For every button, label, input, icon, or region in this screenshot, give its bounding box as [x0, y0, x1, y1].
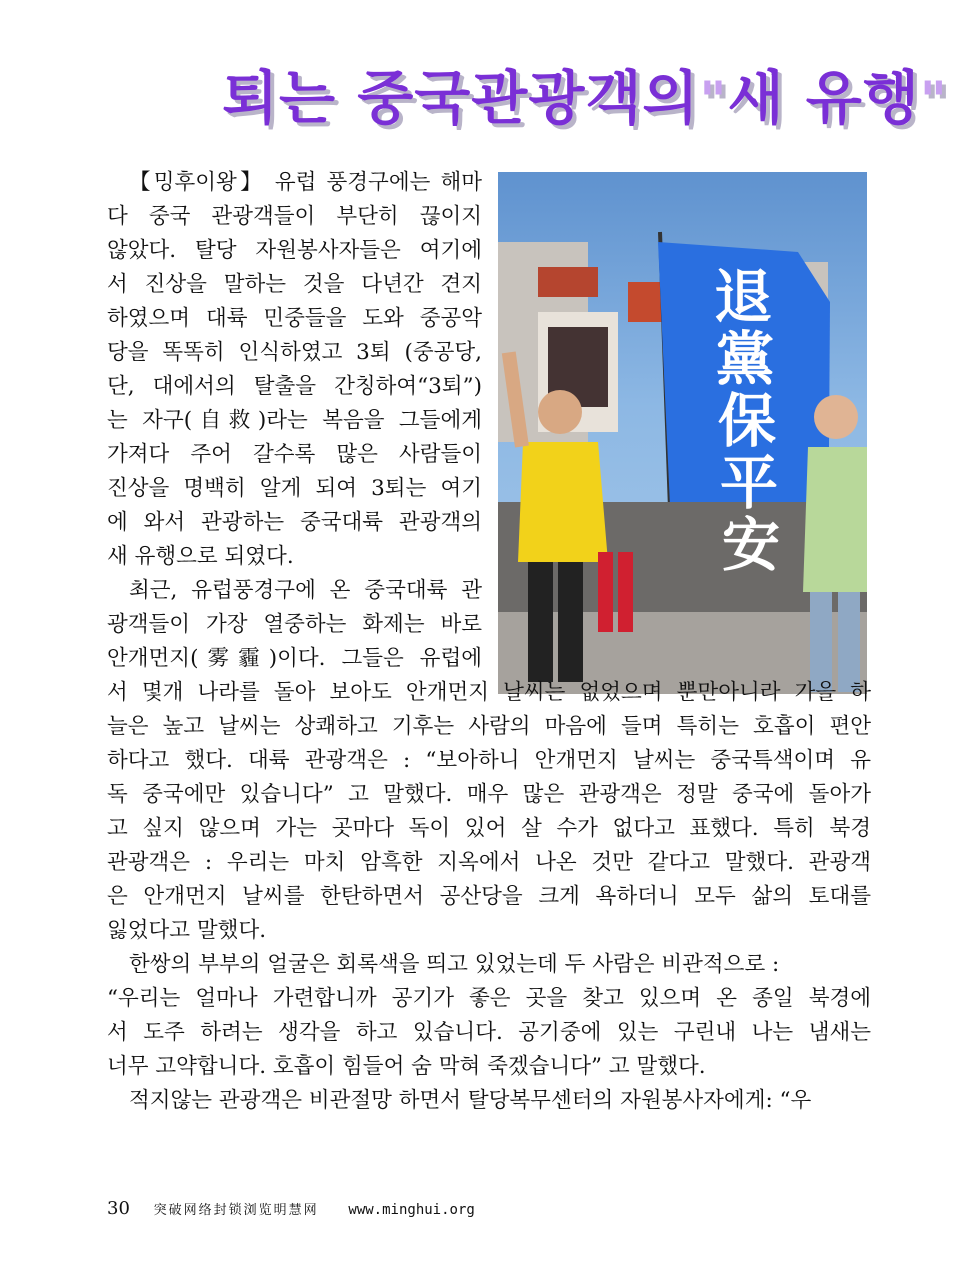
text-line: 진상을 명백히 알게 되여 3퇴는 여기 [107, 476, 482, 501]
text-line: 너무 고약합니다. 호흡이 힘들어 숨 막혀 죽겠습니다” 고 말했다. [107, 1054, 706, 1079]
banner-char: 保 [717, 387, 777, 455]
text-line: 잃었다고 말했다. [107, 918, 267, 943]
text-line: 에 와서 관광하는 중국대륙 관광객의 [107, 510, 482, 535]
banner-char: 黨 [715, 325, 775, 393]
text-line: 고 싶지 않으며 가는 곳마다 독이 있어 살 수가 없다고 표했다. 특히 북경 [107, 816, 871, 841]
text-line: 관광객은 : 우리는 마치 암흑한 지옥에서 나온 것만 같다고 말했다. 관광객 [107, 850, 871, 875]
title-close-quote: " [919, 71, 948, 131]
narrow-column [107, 166, 482, 676]
text-line: 가져다 주어 갈수록 많은 사람들이 [107, 442, 482, 467]
wide-column [107, 676, 871, 1118]
text-line: 늘은 높고 날씨는 상쾌하고 기후는 사람의 마음에 들며 특히는 호흡이 편안 [107, 714, 871, 739]
text-line: 광객들이 가장 열중하는 화제는 바로 [107, 612, 482, 637]
text-line: 다 중국 관광객들이 부단히 끊이지 [107, 204, 482, 229]
text-line: 새 유행으로 되였다. [107, 544, 294, 569]
text-line: 안개먼지(雾霾)이다. 그들은 유럽에 [107, 646, 482, 671]
title-open-quote: " [699, 71, 728, 131]
footer-url[interactable]: www.minghui.org [348, 1202, 475, 1218]
article-title [222, 58, 948, 138]
banner-char: 平 [719, 449, 779, 517]
text-line: 최근, 유럽풍경구에 온 중국대륙 관 [129, 578, 482, 603]
text-line: 않았다. 탈당 자원봉사자들은 여기에 [107, 238, 482, 263]
text-line: 당을 똑똑히 인식하였고 3퇴 (중공당, [107, 340, 482, 365]
text-line: 서 몇개 나라를 돌아 보아도 안개먼지 날씨는 없었으며 뿐만아니라 가을 하 [107, 680, 871, 705]
footer-slogan: 突破网络封锁浏览明慧网 [153, 1203, 319, 1218]
title-highlight: 새 유행 [727, 64, 920, 132]
page-footer [107, 1196, 475, 1222]
text-line: 적지않는 관광객은 비관절망 하면서 탈당복무센터의 자원봉사자에게: “우 [129, 1088, 812, 1113]
text-line: “우리는 얼마나 가련합니까 공기가 좋은 곳을 찾고 있으며 온 종일 북경에 [107, 986, 871, 1011]
text-line: 서 진상을 말하는 것을 다년간 견지 [107, 272, 482, 297]
text-line: 독 중국에만 있습니다” 고 말했다. 매우 많은 관광객은 정말 중국에 돌아가 [107, 782, 871, 807]
text-line: 하다고 했다. 대륙 관광객은 : “보아하니 안개먼지 날씨는 중국특색이며 유 [107, 748, 871, 773]
text-line: 서 도주 하려는 생각을 하고 있습니다. 공기중에 있는 구린내 나는 냄새는 [107, 1020, 871, 1045]
text-line: 단, 대에서의 탈출을 간칭하여“3퇴”) [107, 374, 482, 399]
text-line: 한쌍의 부부의 얼굴은 회록색을 띄고 있었는데 두 사람은 비관적으로 : [129, 952, 780, 977]
title-main: 퇴는 중국관광객의 [222, 64, 700, 132]
banner-char: 退 [713, 263, 773, 331]
text-line: 은 안개먼지 날씨를 한탄하면서 공산당을 크게 욕하더니 모두 삶의 토대를 [107, 884, 871, 909]
banner-char: 安 [721, 511, 781, 579]
text-line: 는 자구(自救)라는 복음을 그들에게 [107, 408, 482, 433]
text-line: 하였으며 대륙 민중들을 도와 중공악 [107, 306, 482, 331]
page-number: 30 [107, 1198, 130, 1219]
text-line: 【밍후이왕】 유럽 풍경구에는 해마 [129, 170, 482, 195]
article-body [107, 166, 871, 1118]
